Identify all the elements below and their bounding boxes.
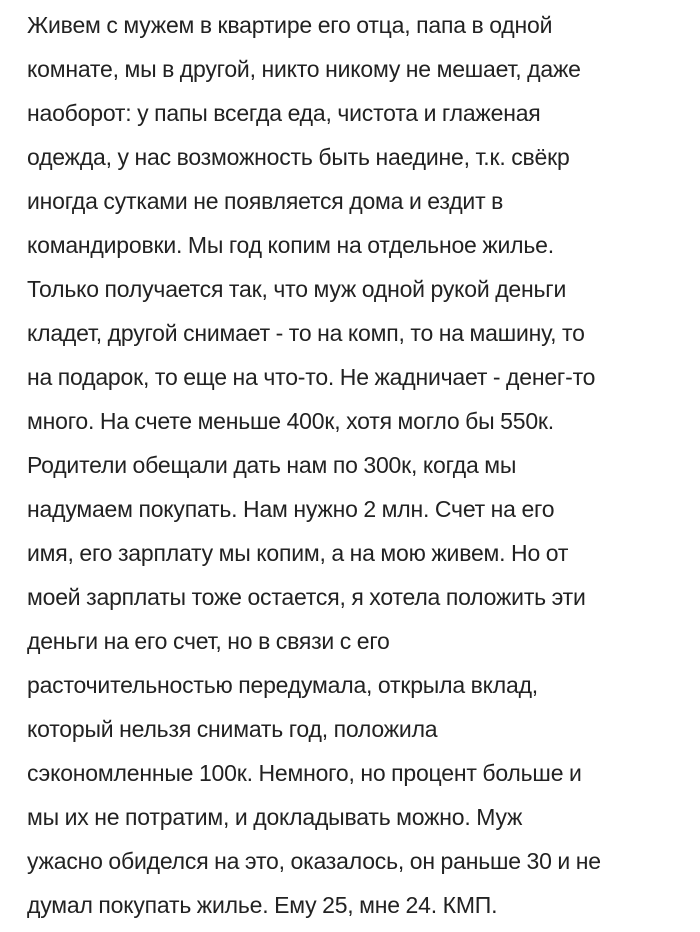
text-line: командировки. Мы год копим на отдельное жилье. xyxy=(27,232,554,258)
text-line: иногда сутками не появляется дома и ездит в xyxy=(27,188,504,214)
text-line: много. На счете меньше 400к, хотя могло бы 550к. xyxy=(27,408,554,434)
text-line: одежда, у нас возможность быть наедине, т.к. свёкр xyxy=(27,144,570,170)
text-line: наоборот: у папы всегда еда, чистота и глаженая xyxy=(27,100,541,126)
text-line: моей зарплаты тоже остается, я хотела положить эти xyxy=(27,584,586,610)
text-line: кладет, другой снимает - то на комп, то на машину, то xyxy=(27,320,585,346)
post-text xyxy=(27,3,674,927)
text-line: Живем с мужем в квартире его отца, папа в одной xyxy=(27,12,553,38)
text-line: Родители обещали дать нам по 300к, когда мы xyxy=(27,452,517,478)
text-line: Только получается так, что муж одной рукой деньги xyxy=(27,276,567,302)
text-line: надумаем покупать. Нам нужно 2 млн. Счет на его xyxy=(27,496,555,522)
text-line: мы их не потратим, и докладывать можно. Муж xyxy=(27,804,523,830)
text-line: думал покупать жилье. Ему 25, мне 24. КМП. xyxy=(27,892,498,918)
text-line: деньги на его счет, но в связи с его xyxy=(27,628,390,654)
text-line: расточительностью передумала, открыла вклад, xyxy=(27,672,538,698)
text-line: на подарок, то еще на что-то. Не жадничает - денег-то xyxy=(27,364,596,390)
text-line: комнате, мы в другой, никто никому не мешает, даже xyxy=(27,56,581,82)
text-line: который нельзя снимать год, положила xyxy=(27,716,438,742)
text-line: сэкономленные 100к. Немного, но процент больше и xyxy=(27,760,582,786)
text-line: имя, его зарплату мы копим, а на мою живем. Но от xyxy=(27,540,569,566)
text-line: ужасно обиделся на это, оказалось, он раньше 30 и не xyxy=(27,848,601,874)
